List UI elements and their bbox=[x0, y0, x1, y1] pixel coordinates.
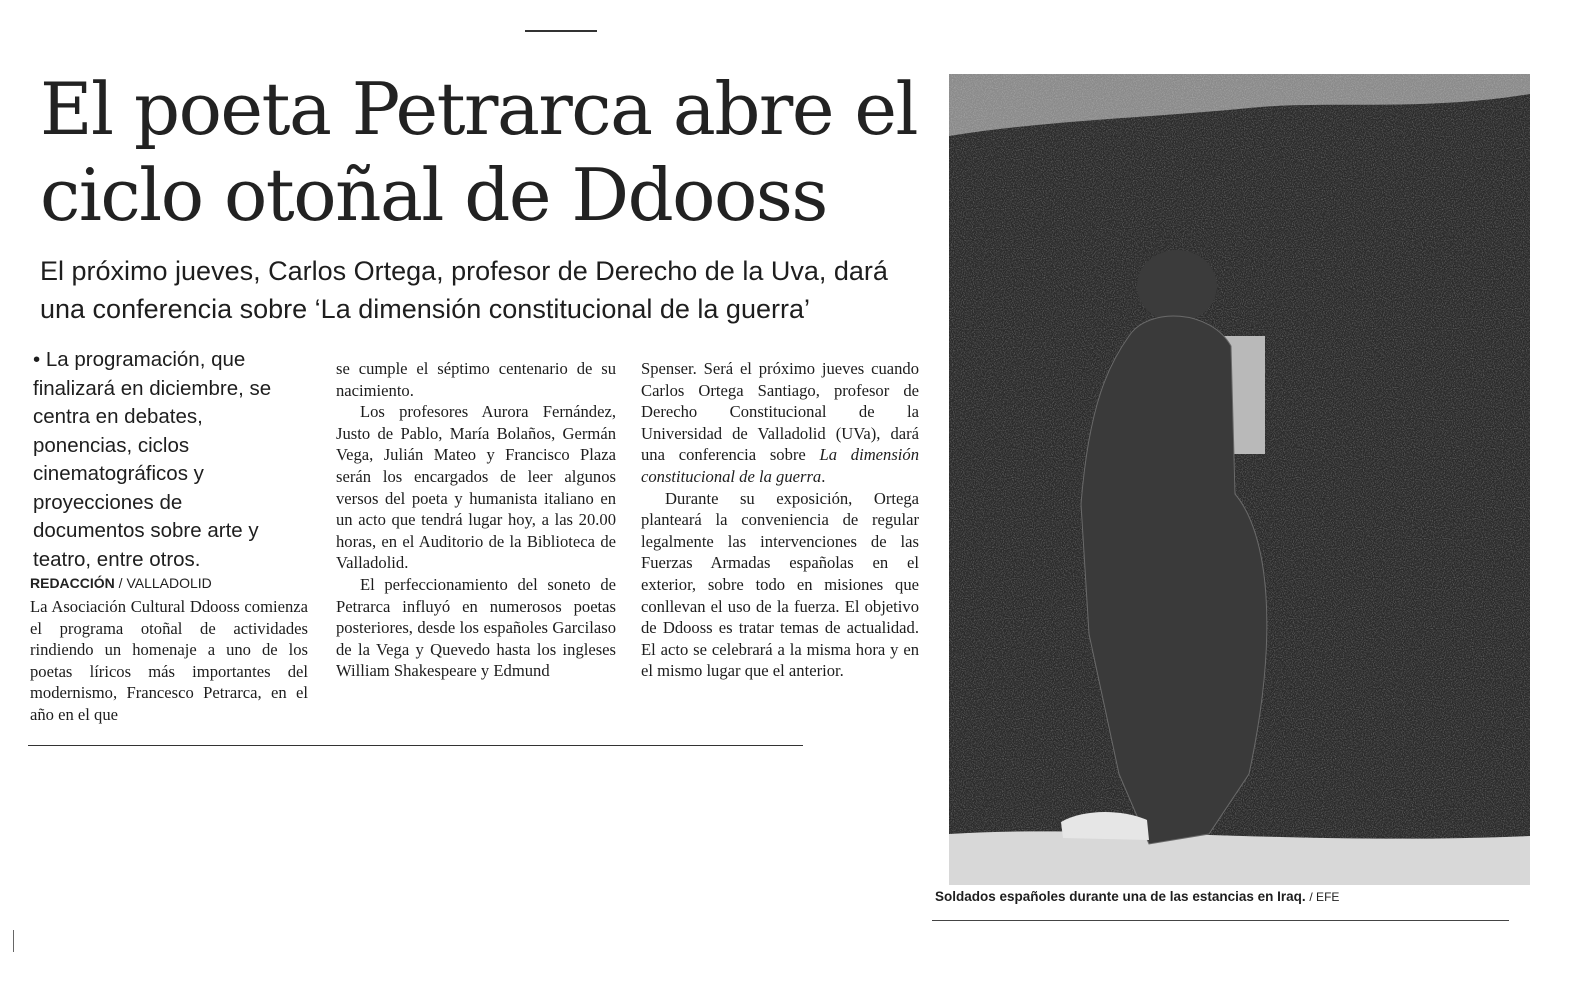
photo-caption bbox=[935, 889, 1535, 904]
body-column-2 bbox=[336, 358, 616, 682]
caption-rule bbox=[932, 920, 1509, 921]
body-paragraph: se cumple el séptimo centenario de su nacimiento. bbox=[336, 359, 616, 400]
body-column-3 bbox=[641, 358, 919, 682]
body-paragraph: Los profesores Aurora Fernández, Justo de Pablo, María Bolaños, Germán Vega, Julián Mateo y Francisco Plaza serán los encargados de leer algunos versos del poeta y humanista italiano en un acto que tendrá lugar hoy, a las 20.00 horas, en el Auditorio de la Biblioteca de Valladolid. bbox=[336, 402, 616, 573]
byline-separator: / bbox=[118, 575, 123, 591]
news-photo bbox=[949, 74, 1530, 885]
body-column-1 bbox=[30, 596, 308, 726]
summary-highlight: • La programación, que finalizará en diciembre, se centra en debates, ponencias, ciclos cinematográficos y proyecciones de documentos sobre arte y teatro, entre otros. bbox=[33, 348, 272, 571]
photo-ground bbox=[949, 831, 1530, 885]
byline bbox=[30, 575, 212, 591]
body-paragraph: Durante su exposición, Ortega planteará la conveniencia de regular legalmente las intervenciones de las Fuerzas Armadas españolas en el exterior, sobre todo en misiones que conllevan el uso de la fuerza. El objetivo de Ddooss es tratar temas de actualidad. El acto se celebrará a la misma hora y en el mismo lugar que el anterior. bbox=[641, 488, 919, 681]
body-text-end: . bbox=[821, 466, 826, 486]
body-paragraph bbox=[641, 358, 919, 488]
bottom-rule bbox=[28, 745, 803, 746]
top-rule bbox=[525, 30, 597, 32]
margin-mark bbox=[13, 930, 14, 952]
photo-credit: / EFE bbox=[1309, 890, 1340, 904]
caption-text: Soldados españoles durante una de las estancias en Iraq. bbox=[935, 889, 1306, 904]
subheadline: El próximo jueves, Carlos Ortega, profesor de Derecho de la Uva, dará una conferencia sobre ‘La dimensión constitucional de la guerra’ bbox=[40, 256, 888, 324]
headline bbox=[40, 66, 920, 238]
byline-place: VALLADOLID bbox=[126, 575, 212, 591]
byline-author: REDACCIÓN bbox=[30, 575, 115, 591]
headline-line-1: El poeta Petrarca abre el bbox=[40, 67, 917, 151]
body-paragraph: El perfeccionamiento del soneto de Petrarca influyó en numerosos poetas posteriores, desde los españoles Garcilaso de la Vega y Quevedo hasta los ingleses William Shakespeare y Edmund bbox=[336, 574, 616, 681]
headline-line-2: ciclo otoñal de Ddooss bbox=[40, 153, 827, 237]
body-paragraph: La Asociación Cultural Ddooss comienza el programa otoñal de actividades rindiendo un homenaje a uno de los poetas líricos más importantes del modernismo, Francesco Petrarca, en el año en el que bbox=[30, 597, 308, 724]
body-text: Spenser. Será el próximo jueves cuando Carlos Ortega Santiago, profesor de Derecho Constitucional de la Universidad de Valladolid (UVa), dará una conferencia sobre bbox=[641, 359, 919, 465]
conference-title: La dimensión constitucional de la guerra bbox=[641, 445, 919, 486]
